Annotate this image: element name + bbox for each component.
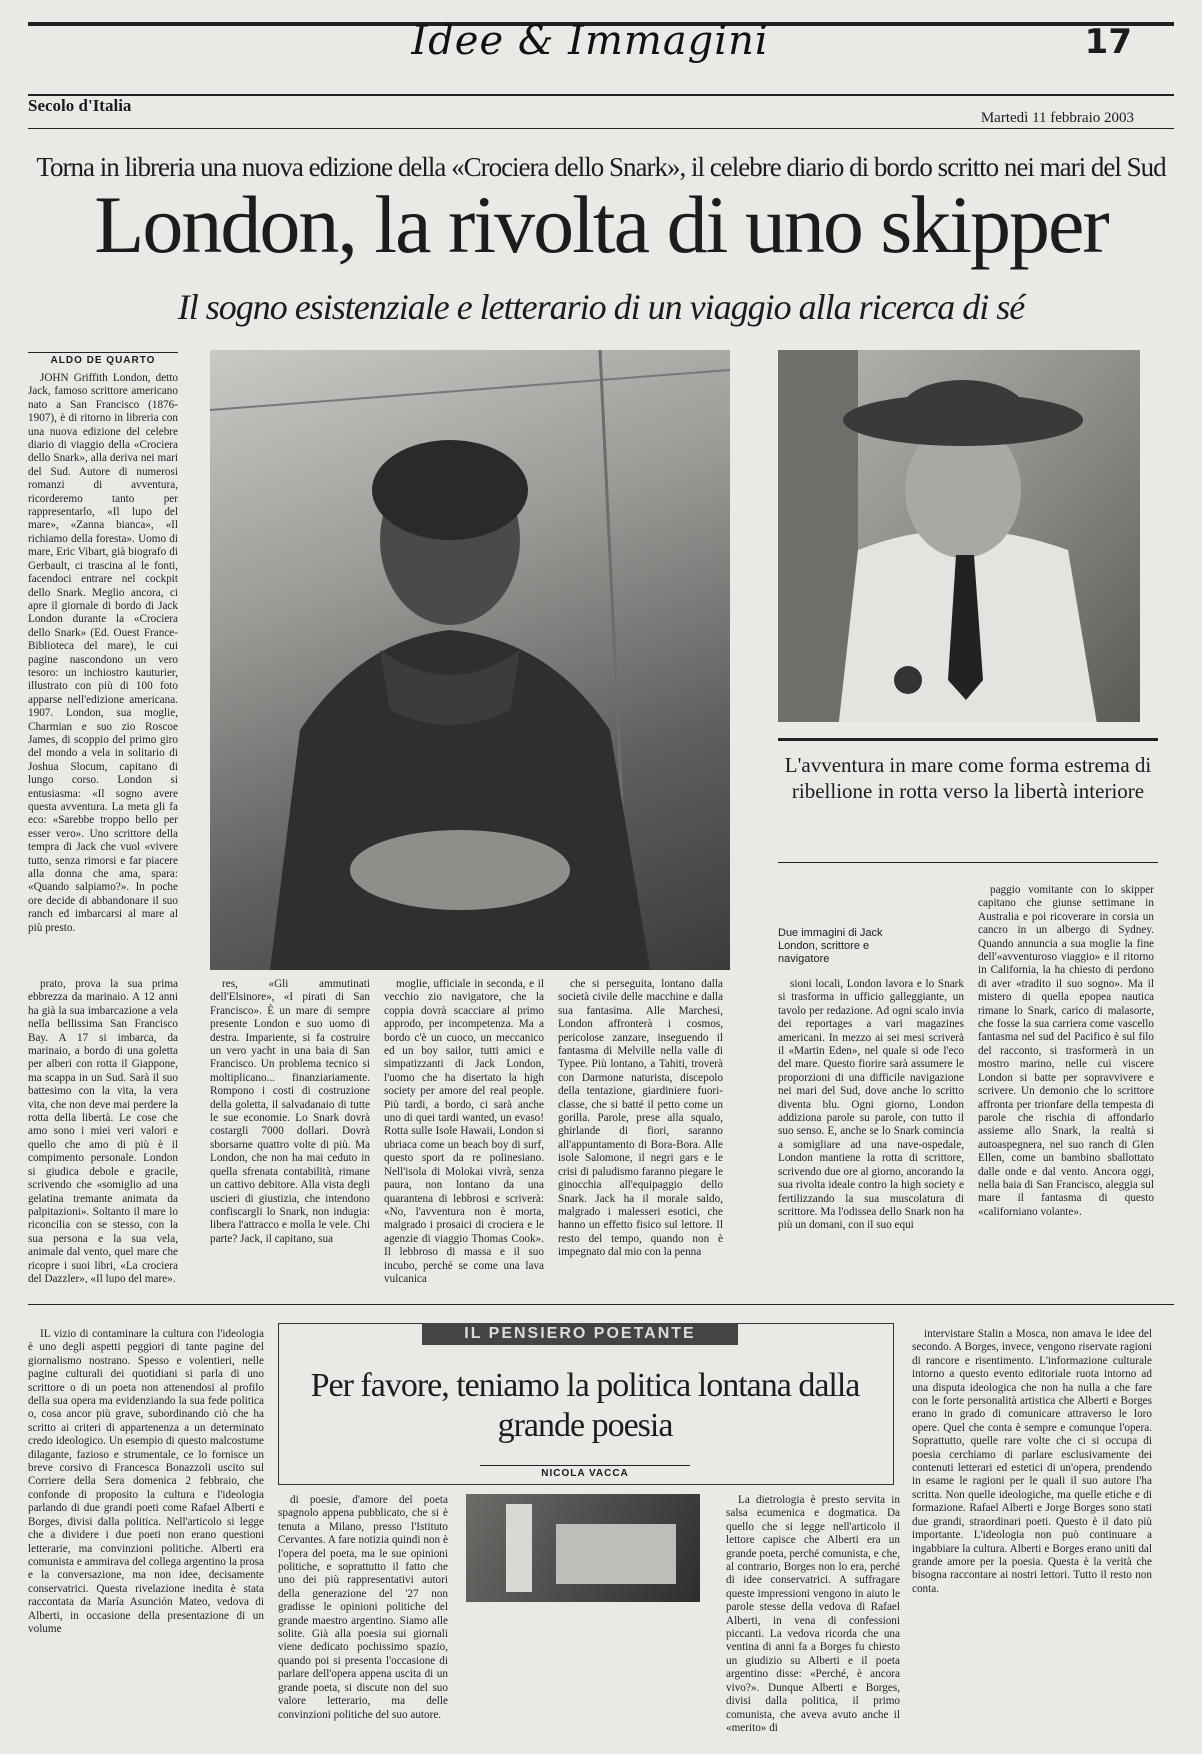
article-headline: London, la rivolta di uno skipper [94,179,1108,270]
opinion-box-label: IL PENSIERO POETANTE [422,1323,738,1345]
opinion-byline-rule [480,1465,690,1466]
opinion-column-2 [278,1494,448,1734]
masthead: Secolo d'Italia [28,96,132,115]
pullquote-bottom-rule [778,862,1158,863]
photo-caption: Due immagini di Jack London, scrittore e navigatore [778,927,883,965]
opinion-column-4 [912,1328,1152,1734]
photo-jack-london-coat [210,350,730,970]
article-column-2-text: prato, prova la sua prima ebbrezza da marinaio. A 12 anni ha già la sua imbarcazione a vela nella bellissima San Francisco Bay. A 17 si imbarca, da marinaio, a bordo di una goletta per alberi con rotta il Giappone, ma scappa in un Sud. Sarà il suo battesimo con la vita, la vera vita, che non deve mai perdere la rotta della libertà. Le cose che amo sono i miei veri valori e quello che amo di più è il compimento personale. London si giudica debole e gracile, scrivendo che «somiglio ad una gelatina tremante animata da palpitazioni». Soltanto il mare lo riconcilia con se stesso, con la sua persona e la sua vela, animale dal vento, quel mare che ricopre i suoi libri, «La crociera del Dazzler», «Il lupo del mare». [28,978,178,1283]
pullquote-rule [778,738,1158,741]
opinion-byline: NICOLA VACCA [541,1468,629,1479]
opinion-column-1 [28,1328,264,1734]
article-column-4-text: moglie, ufficiale in seconda, e il vecchio zio navigatore, che la coppia dovrà scacciare al primo approdo, per incompetenza. Ma a bordo c'è un cuoco, un meccanico ed un boy sailor, tutti amici e simpatizzanti di Jack London, l'uomo che ha disertato la high society per amore del real people. Più tardi, a bordo, ci sarà anche uno di quei tardi wanted, un evaso! Rotta sulle Isole Hawaii, London si ubriaca come un beach boy di surf, questo sport da re polinesiano. Nell'isola di Molokai vivrà, senza paura, non lontano da una quarantena di lebbrosi e scriverà: «No, l'avventura non è morta, malgrado i prosaici di crociera e le agenzie di viaggio Thomas Cook». Il lebbroso di massa e il suo incubo, perché se come una lava vulcanica [384,978,544,1283]
article-column-4 [384,978,544,1283]
article-column-6-text: sioni locali, London lavora e lo Snark si trasforma in ufficio galleggiante, un tavolo per redazione. Ad ogni scalo invia dei reportages a vari magazines americani. In mezzo ai sei mesi scriverà il «Martin Eden», nel quale si ode l'eco del mare. Questo fiorire sarà assumere le proporzioni di una difficile navigazione nei mari del Sud, dove anche lo scritto diventa blu. Ogni giorno, London addiziona parole su parole, con tutto il suo senso. E, anche se lo Snark comincia a somigliare ad una nave-ospedale, London mantiene la rotta di scrittore, scrivendo due ore al giorno, ancorando la sua rivolta ideale contro la high society e fertilizzando la sua muscolatura di scrittore. Ma l'odissea dello Snark non ha più un domani, con il suo equi [778,978,964,1232]
section-title: Idee & Immagini [411,18,769,64]
article-column-1-text: JOHN Griffith London, detto Jack, famoso scrittore americano nato a San Francisco (1876-1907), è di ritorno in libreria con una nuova edizione del celebre diario di viaggio della «Crociera dello Snark», alla deriva nei mari del Sud. Autore di numerosi romanzi di avventura, ricorderemo tanto per rappresentarlo, «Il lupo del mare», «Zanna bianca», «Il richiamo della foresta». Uomo di mare, Eric Vibart, già biografo di Gerbault, ci trascina al le fonti, facendoci entrare nel cockpit dello Snark. Meglio ancora, ci apre il giornale di bordo di Jack London durante la «Crociera dello Snark» (Ed. Ouest France-Biblioteca del mare), le cui pagine nascondono un vero tesoro: un inchiostro kauturier, illustrato con più di 100 foto apparse nell'edizione americana. 1907. London, sua moglie, Charmian e suo zio Roscoe James, di scoppio del primo giro del mondo a vela in solitario di Joshua Slocum, capitano di lungo corso. London si entusiasma: «Il sogno avere questa avventura. La meta gli fa eco: «Sarebbe troppo bello per esser vero». Uno scrittore della tempra di Jack che vuol «vivere tutto, senza rimorsi e far piacere alla donna che ama, spara: «Quando salpiamo?». In poche ore decide di abbandonare il suo ranch ed imbarcarsi al mare al più presto. [28,372,178,934]
photo-jack-london-hat [778,350,1140,722]
article-column-7-text: paggio vomitante con lo skipper capitano che giunse settimane in Australia e poi ricoverare in corsia un cancro in un albergo di Sydney. Quando annuncia a sua moglie la fine dell'«avventuroso viaggio» e il ritorno in California, la ha chiesto di perdono di aver «tradito il suo sogno». Ma il mistero di quella epopea nautica rimane lo Snark, carico di malasorte, che fosse la sua carriera come vascello fantasma nel sud del Pacifico è sul filo del racconto, si trasformerà in un mostro marino, nelle cui viscere London si batte per sopravvivere e scrivere. Un demonio che lo scrittore affronta per trionfare della tempesta di parole che rischia di affondarlo assieme allo Snark, la realtà si autoaspegnera, nel suo ranch di Glen Ellen, come un bambino sballottato dalle onde e dal vento. Ancora oggi, nella baia di San Francisco, aleggia sul mare il fantasma di questo «californiano volante». [978,884,1154,1218]
opinion-photo-illustration [466,1494,700,1602]
opinion-column-4-text: intervistare Stalin a Mosca, non amava le idee del secondo. A Borges, invece, vengono riservate ragioni di rancore e risentimento. L'informazione culturale intorno a questo evento editoriale ruota intorno ad una disputa ideologica che non ha nulla a che fare con le forte personalità artistica che Alberti e Borges erano in grado di comunicare attraverso le loro opere. Quel che conta è sempre e comunque l'opera. Soprattutto, quelle rare volte che ci si occupa di poesia cerchiamo di parlare esclusivamente dei contenuti letterari ed estetici di un'opera, prendendo in esame le ragioni per le quali il suo autore l'ha scritta. Non quelle ideologiche, ma quelle etiche e di formazione. Rafael Alberti e Jorge Borges sono stati due grandi, straordinari poeti. Questo è il dato più importante. L'ideologia non può continuare a ingabbiare la cultura. Alberti e Borges erano uniti dal grande amore per la poesia. Questa è la verità che bisogna raccontare ai nostri lettori. Tutto il resto non conta. [912,1328,1152,1595]
portrait-coat-illustration [210,350,730,970]
opinion-column-3-text: La dietrologia è presto servita in salsa ecumenica e dogmatica. Da quello che si legge nell'articolo il lettore capisce che Alberti era un grande poeta, perché comunista, e che, al contrario, Borges non lo era, perché di idee conservatrici. A suffragare queste impressioni vengono in aiuto le parole stesse della vedova di Rafael Alberti, in vena di confessioni piccanti. La vedova ricorda che una ventina di anni fa a Borges fu chiesto un giudizio su Alberti e il poeta argentino disse: «Perché, è ancora vivo?». Dunque Alberti e Borges, divisi dalla politica, il primo comunista, che aveva avuto anche il «merito» di [726,1494,900,1734]
article-column-1 [28,372,178,972]
byline-rule [28,352,178,353]
article-column-5-text: che si perseguita, lontano dalla società civile delle macchine e dalla sua fantasima. Alle Marchesi, London affronterà i cosmos, pericolose zanzare, inseguendo il fantasma di Melville nella valle di Typee. Più lontano, a Tahiti, troverà con Darmone naturista, discepolo della tentazione, giardiniere fuori-classe, che si batté il petto come un gorilla. Parole, prese alla squalo, ghirlande di fiori, saranno all'appuntamento di Bora-Bora. Alle isole Salomone, il negri gars e le crisi di paludismo faranno piegare le ginocchia all'equipaggio dello Snark. Jack ha il morale saldo, malgrado i malesseri esotici, che hanno un effetto fisico sul lettore. Il resto del tempo, quando non è impegnato dal mio con la penna [558,978,723,1259]
article-column-3-text: res, «Gli ammutinati dell'Elsinore», «I pirati di San Francisco». È un mare di sempre presente London e suo uomo di destra. Impariente, si fa costruire un vero yacht in una baia di San Francisco. Un problema tecnico si moltiplicano... finanziariamente. Rompono i costi di costruzione della goletta, il salvadanaio di tutte le sue economie. Lo Snark dovrà costargli 7000 dollari. Dovrà sborsarne quattro volte di più. Ma London, che non ha mai ceduto in quella sfrenata contabilità, rimane un cattivo debitore. Alla vista degli uscieri di giustizia, che intendono confiscargli lo Snark, non indugia: libera l'attracco e molla le vele. Chi parte? Jack, il capitano, sua [210,978,370,1245]
article-subhead: Il sogno esistenziale e letterario di un viaggio alla ricerca di sé [177,287,1025,327]
article-column-2 [28,978,178,1283]
opinion-box-title: Per favore, teniamo la politica lontana dalla grande poesia [310,1367,860,1444]
page-number: 17 [1084,22,1132,62]
portrait-hat-illustration [778,350,1140,722]
section-separator [28,1304,1174,1305]
article-column-3 [210,978,370,1283]
issue-date: Martedì 11 febbraio 2003 [980,110,1134,126]
opinion-column-1-text: IL vizio di contaminare la cultura con l'ideologia è uno degli aspetti peggiori di tante pagine del giornalismo nostrano. Spesso e volentieri, nelle pagine culturali dei quotidiani si parla di uno scrittore o di un poeta non attenendosi al profilo della sua opera ma evidenziando la sua fede politica o, cosa ancor più grave, subordinando ciò che ha scritto ai criteri di appartenenza a un determinato credo ideologico. Un esempio di questo malcostume dilagante, fazioso e strumentale, ce lo fornisce un breve corsivo di Francesca Bonazzoli uscito sul Corriere della Sera domenica 2 febbraio, che confonde di proposito la cultura e l'ideologia parlando di due grandi poeti come Rafael Alberti e Borges, divisi dalla politica. Nell'articolo si legge che a dividere i due poeti non erano questioni letterarie, ma convinzioni politiche. Alberti era comunista e ammirava del collega argentino la prosa e la conversazione, ma non idee, decisamente conservatrici. Questa rivelazione inedita è stata raccontata da María Asunción Mateo, vedova di Alberti, in occasione della presentazione di un volume [28,1328,264,1635]
article-column-6 [778,978,964,1283]
opinion-column-2-text: di poesie, d'amore del poeta spagnolo appena pubblicato, che si è tenuta a Milano, presso l'Istituto Cervantes. A fare notizia quindi non è l'opera del poeta, ma le sue opinioni politiche, e soprattutto il fatto che uno dei più rappresentativi autori della generazione del '27 non gradisse le opinioni politiche del grande maestro argentino. Siamo alle solite. Già alla poesia sui giornali viene dedicato pochissimo spazio, quando poi si presenta l'occasione di parlare dell'opera appena uscita di un grande poeta, si discute non del suo valore letterario, ma delle convinzioni politiche del suo autore. [278,1494,448,1721]
masthead-rule [28,94,1174,96]
article-kicker: Torna in libreria una nuova edizione della «Crociera dello Snark», il celebre diario di bordo scritto nei mari del Sud [36,152,1166,182]
opinion-column-3 [726,1494,900,1734]
article-byline: ALDO DE QUARTO [50,355,156,366]
article-column-5 [558,978,723,1283]
header-bottom-rule [28,128,1174,129]
article-column-7 [978,884,1154,1299]
pull-quote: L'avventura in mare come forma estrema di ribellione in rotta verso la libertà interiore [784,753,1152,803]
opinion-photo [466,1494,700,1602]
